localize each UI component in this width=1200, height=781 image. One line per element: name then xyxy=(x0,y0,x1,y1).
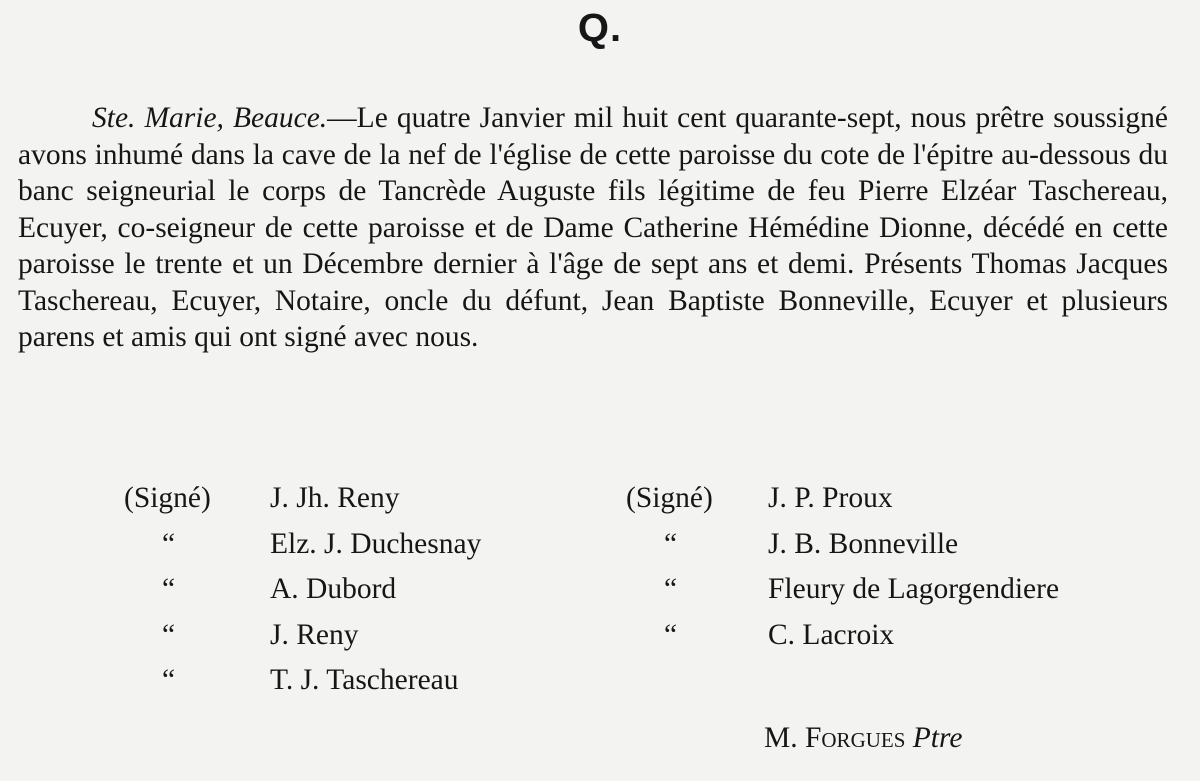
signature-row xyxy=(124,658,481,704)
place-name: Ste. Marie, Beauce. xyxy=(92,102,328,134)
section-heading: Q. xyxy=(577,6,623,50)
signature-name: T. J. Taschereau xyxy=(270,664,459,696)
ditto-mark: “ xyxy=(162,618,176,651)
signature-prefix: (Signé) xyxy=(124,482,211,514)
signature-name: J. B. Bonneville xyxy=(768,527,959,560)
signatures-left-column xyxy=(124,476,481,704)
signature-name: Fleury de Lagorgendiere xyxy=(768,573,1060,605)
signature-prefix: (Signé) xyxy=(626,482,713,514)
signature-row xyxy=(124,567,481,613)
signature-row xyxy=(124,476,481,522)
priest-surname: Forgues xyxy=(804,722,906,754)
ditto-mark: “ xyxy=(162,664,176,696)
signature-row xyxy=(124,522,481,568)
signature-row xyxy=(626,522,1059,568)
signatures-right-column xyxy=(626,476,1059,658)
ditto-mark: “ xyxy=(664,527,678,560)
priest-initial: M. xyxy=(764,722,798,754)
signature-name: Elz. J. Duchesnay xyxy=(270,527,482,560)
signature-name: A. Dubord xyxy=(270,573,397,605)
record-paragraph xyxy=(18,100,1168,356)
signature-row xyxy=(626,567,1059,613)
signature-name: C. Lacroix xyxy=(768,618,895,651)
signature-name: J. P. Proux xyxy=(768,482,893,514)
signature-row xyxy=(626,613,1059,659)
priest-signature xyxy=(764,718,962,758)
priest-title: Ptre xyxy=(912,722,963,754)
record-text: —Le quatre Janvier mil huit cent quarante-sept, nous prêtre soussigné avons inhumé dans la cave de la nef de l'église de cette paroisse du cote de l'épitre au-dessous du banc seigneurial le corps de Tancrède Auguste fils légitime de feu Pierre Elzéar Taschereau, Ecuyer, co-seigneur de cette paroisse et de Dame Catherine Hémédine Dionne, décédé en cette paroisse le trente et un Décembre dernier à l'âge de sept ans et demi. Présents Thomas Jacques Taschereau, Ecuyer, Notaire, oncle du défunt, Jean Baptiste Bonneville, Ecuyer et plusieurs parens et amis qui ont signé avec nous. xyxy=(18,102,1168,353)
signature-row xyxy=(626,476,1059,522)
ditto-mark: “ xyxy=(162,527,176,560)
signature-name: J. Jh. Reny xyxy=(270,482,400,514)
ditto-mark: “ xyxy=(162,573,176,605)
signature-name: J. Reny xyxy=(270,618,359,651)
ditto-mark: “ xyxy=(664,573,678,605)
signature-row xyxy=(124,613,481,659)
ditto-mark: “ xyxy=(664,618,678,651)
